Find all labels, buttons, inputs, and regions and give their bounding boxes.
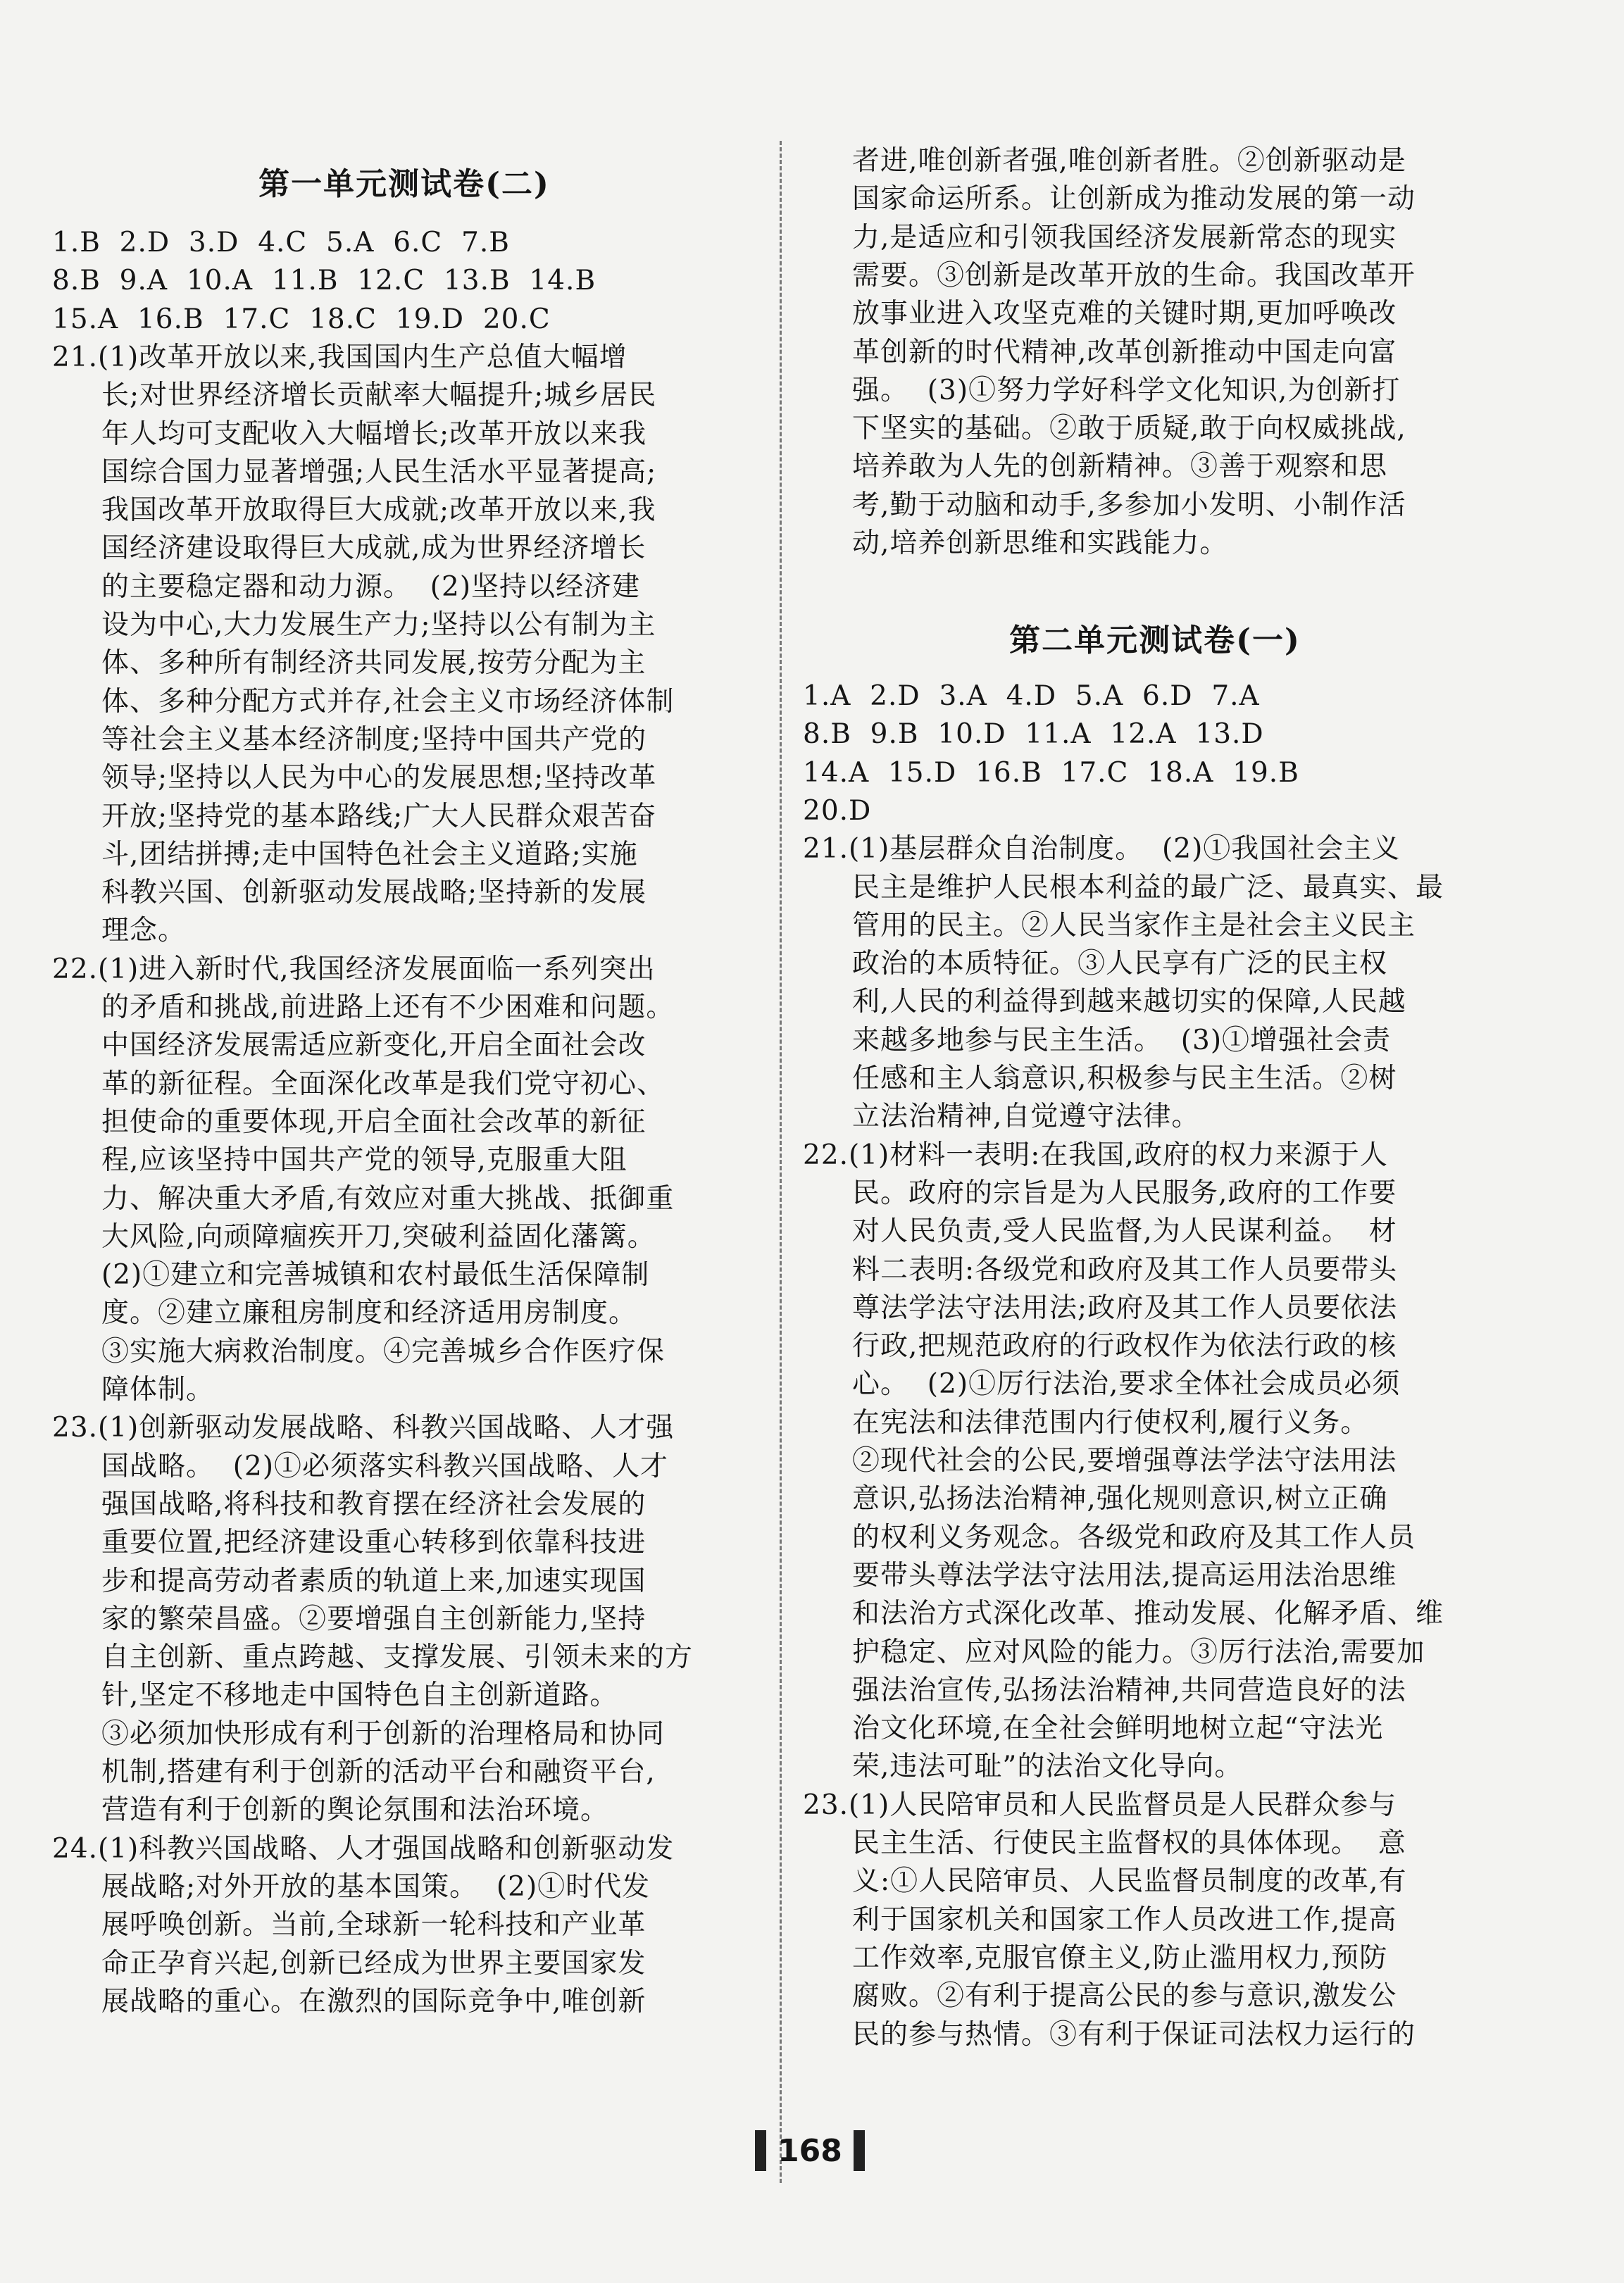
page-number <box>704 2130 916 2179</box>
text-line: 营造有利于创新的舆论氛围和法治环境。 <box>101 1794 609 1827</box>
text-line: 20.D <box>803 794 872 827</box>
text-line: 强国战略,将科技和教育摆在经济社会发展的 <box>101 1488 647 1520</box>
text-line: 力、解决重大矛盾,有效应对重大挑战、抵御重 <box>101 1182 675 1215</box>
text-line: 任感和主人翁意识,积极参与民主生活。②树 <box>852 1063 1397 1094</box>
section-title: 第一单元测试卷(二) <box>258 166 550 202</box>
text-line: 展战略;对外开放的基本国策。 (2)①时代发 <box>101 1870 651 1903</box>
text-line: 体、多种所有制经济共同发展,按劳分配为主 <box>101 647 647 680</box>
text-line: 要带头尊法学法守法用法,提高运用法治思维 <box>852 1559 1397 1591</box>
text-line: 程,应该坚持中国共产党的领导,克服重大阻 <box>101 1144 627 1177</box>
text-line: 的主要稳定器和动力源。 (2)坚持以经济建 <box>101 570 641 603</box>
text-line: 放事业进入攻坚克难的关键时期,更加呼唤改 <box>852 298 1397 330</box>
text-line: 命正孕育兴起,创新已经成为世界主要国家发 <box>101 1947 647 1979</box>
text-line: 国战略。 (2)①必须落实科教兴国战略、人才 <box>101 1450 669 1482</box>
text-line: 理念。 <box>101 915 187 947</box>
text-line: 料二表明:各级党和政府及其工作人员要带头 <box>852 1253 1398 1286</box>
text-line: 荣,违法可耻”的法治文化导向。 <box>852 1751 1243 1783</box>
text-line: 重要位置,把经济建设重心转移到依靠科技进 <box>101 1527 647 1559</box>
text-line: 需要。③创新是改革开放的生命。我国改革开 <box>852 259 1416 292</box>
text-line: 领导;坚持以人民为中心的发展思想;坚持改革 <box>101 762 657 794</box>
text-line: 国经济建设取得巨大成就,成为世界经济增长 <box>101 532 647 565</box>
text-line: 革创新的时代精神,改革创新推动中国走向富 <box>852 336 1397 368</box>
text-line: 民主是维护人民根本利益的最广泛、最真实、最 <box>852 871 1444 903</box>
text-line: 心。 (2)①厉行法治,要求全体社会成员必须 <box>852 1368 1401 1401</box>
text-line: 步和提高劳动者素质的轨道上来,加速实现国 <box>101 1565 647 1597</box>
text-line: 度。②建立廉租房制度和经济适用房制度。 <box>101 1297 637 1330</box>
text-line: 革的新征程。全面深化改革是我们党守初心、 <box>101 1068 666 1100</box>
text-line: 的矛盾和挑战,前进路上还有不少困难和问题。 <box>101 992 675 1023</box>
text-line: 体、多种分配方式并存,社会主义市场经济体制 <box>101 685 675 718</box>
text-line: 1.A 2.D 3.A 4.D 5.A 6.D 7.A <box>803 680 1260 712</box>
text-line: 利于国家机关和国家工作人员改进工作,提高 <box>852 1903 1397 1936</box>
text-line: 工作效率,克服官僚主义,防止滥用权力,预防 <box>852 1941 1388 1974</box>
text-line: 动,培养创新思维和实践能力。 <box>852 527 1228 559</box>
text-line: 民的参与热情。③有利于保证司法权力运行的 <box>852 2018 1416 2051</box>
text-line: 政治的本质特征。③人民享有广泛的民主权 <box>852 948 1388 980</box>
text-line: 意识,弘扬法治精神,强化规则意识,树立正确 <box>852 1483 1388 1515</box>
text-line: 民主生活、行使民主监督权的具体体现。 意 <box>852 1827 1406 1859</box>
text-line: 尊法学法守法用法;政府及其工作人员要依法 <box>852 1291 1398 1324</box>
text-line: 大风险,向顽障痼疾开刀,突破利益固化藩篱。 <box>101 1220 656 1253</box>
text-line: 义:①人民陪审员、人民监督员制度的改革,有 <box>852 1865 1407 1898</box>
text-line: 1.B 2.D 3.D 4.C 5.A 6.C 7.B <box>52 227 510 258</box>
page-number-text: 168 <box>777 2132 842 2169</box>
text-line: 等社会主义基本经济制度;坚持中国共产党的 <box>101 723 647 756</box>
text-line: 行政,把规范政府的行政权作为依法行政的核 <box>852 1330 1397 1363</box>
text-line: 自主创新、重点跨越、支撑发展、引领未来的方 <box>101 1641 694 1674</box>
text-line: 家的繁荣昌盛。②要增强自主创新能力,坚持 <box>101 1603 647 1635</box>
text-line: 对人民负责,受人民监督,为人民谋利益。 材 <box>852 1215 1397 1248</box>
text-line: 设为中心,大力发展生产力;坚持以公有制为主 <box>101 609 656 641</box>
text-line: 考,勤于动脑和动手,多参加小发明、小制作活 <box>852 489 1406 521</box>
text-line: 科教兴国、创新驱动发展战略;坚持新的发展 <box>101 877 647 909</box>
text-line: 障体制。 <box>101 1374 215 1406</box>
text-line: 23.(1)人民陪审员和人民监督员是人民群众参与 <box>803 1789 1397 1821</box>
text-line: 护稳定、应对风险的能力。③厉行法治,需要加 <box>852 1636 1425 1668</box>
text-line: 利,人民的利益得到越来越切实的保障,人民越 <box>852 986 1406 1018</box>
text-line: 管用的民主。②人民当家作主是社会主义民主 <box>852 909 1416 942</box>
text-line: 24.(1)科教兴国战略、人才强国战略和创新驱动发 <box>52 1832 675 1865</box>
text-line: 民。政府的宗旨是为人民服务,政府的工作要 <box>852 1177 1397 1209</box>
column-divider <box>780 141 782 2183</box>
text-line: 长;对世界经济增长贡献率大幅提升;城乡居民 <box>101 380 657 412</box>
text-line: 国家命运所系。让创新成为推动发展的第一动 <box>852 183 1416 215</box>
text-line: 21.(1)基层群众自治制度。 (2)①我国社会主义 <box>803 833 1401 865</box>
text-line: 治文化环境,在全社会鲜明地树立起“守法光 <box>852 1713 1384 1745</box>
text-line: (2)①建立和完善城镇和农村最低生活保障制 <box>101 1259 650 1291</box>
text-line: 14.A 15.D 16.B 17.C 18.A 19.B <box>803 756 1299 789</box>
text-line: 21.(1)改革开放以来,我国国内生产总值大幅增 <box>52 341 627 373</box>
text-line: ②现代社会的公民,要增强尊法学法守法用法 <box>852 1445 1397 1477</box>
text-line: 在宪法和法律范围内行使权利,履行义务。 <box>852 1406 1369 1439</box>
text-line: 来越多地参与民主生活。 (3)①增强社会责 <box>852 1024 1392 1056</box>
text-line: 我国改革开放取得巨大成就;改革开放以来,我 <box>101 494 656 527</box>
text-line: 15.A 16.B 17.C 18.C 19.D 20.C <box>52 303 551 335</box>
text-line: 针,坚定不移地走中国特色自主创新道路。 <box>101 1680 618 1712</box>
text-line: 腐败。②有利于提高公民的参与意识,激发公 <box>852 1980 1397 2013</box>
text-line: ③必须加快形成有利于创新的治理格局和协同 <box>101 1718 666 1750</box>
text-line: 开放;坚持党的基本路线;广大人民群众艰苦奋 <box>101 800 657 832</box>
text-line: 强法治宣传,弘扬法治精神,共同营造良好的法 <box>852 1674 1406 1706</box>
text-line: 立法治精神,自觉遵守法律。 <box>852 1101 1200 1133</box>
text-line: 8.B 9.B 10.D 11.A 12.A 13.D <box>803 718 1264 751</box>
text-line: 下坚实的基础。②敢于质疑,敢于向权威挑战, <box>852 413 1406 445</box>
text-line: 强。 (3)①努力学好科学文化知识,为创新打 <box>852 374 1401 406</box>
text-line: 力,是适应和引领我国经济发展新常态的现实 <box>852 221 1397 254</box>
text-line: 22.(1)材料一表明:在我国,政府的权力来源于人 <box>803 1139 1388 1171</box>
text-line: 和法治方式深化改革、推动发展、化解矛盾、维 <box>852 1598 1444 1630</box>
text-line: 斗,团结拼搏;走中国特色社会主义道路;实施 <box>101 838 638 870</box>
text-line: 机制,搭建有利于创新的活动平台和融资平台, <box>101 1756 656 1788</box>
text-line: 展战略的重心。在激烈的国际竞争中,唯创新 <box>101 1985 647 2018</box>
text-line: 者进,唯创新者强,唯创新者胜。②创新驱动是 <box>852 145 1406 177</box>
text-line: 年人均可支配收入大幅增长;改革开放以来我 <box>101 418 647 450</box>
page-number-bar-right <box>854 2130 865 2171</box>
text-line: 培养敢为人先的创新精神。③善于观察和思 <box>852 451 1388 483</box>
page-number-bar-left <box>755 2130 766 2171</box>
text-line: ③实施大病救治制度。④完善城乡合作医疗保 <box>101 1335 666 1368</box>
text-line: 国综合国力显著增强;人民生活水平显著提高; <box>101 456 657 488</box>
section-title: 第二单元测试卷(一) <box>1009 623 1301 658</box>
text-line: 8.B 9.A 10.A 11.B 12.C 13.B 14.B <box>52 265 596 297</box>
text-line: 担使命的重要体现,开启全面社会改革的新征 <box>101 1106 647 1138</box>
text-line: 23.(1)创新驱动发展战略、科教兴国战略、人才强 <box>52 1412 675 1444</box>
text-line: 的权利义务观念。各级党和政府及其工作人员 <box>852 1521 1416 1553</box>
text-line: 展呼唤创新。当前,全球新一轮科技和产业革 <box>101 1909 647 1941</box>
text-line: 中国经济发展需适应新变化,开启全面社会改 <box>101 1030 647 1062</box>
text-line: 22.(1)进入新时代,我国经济发展面临一系列突出 <box>52 953 656 985</box>
